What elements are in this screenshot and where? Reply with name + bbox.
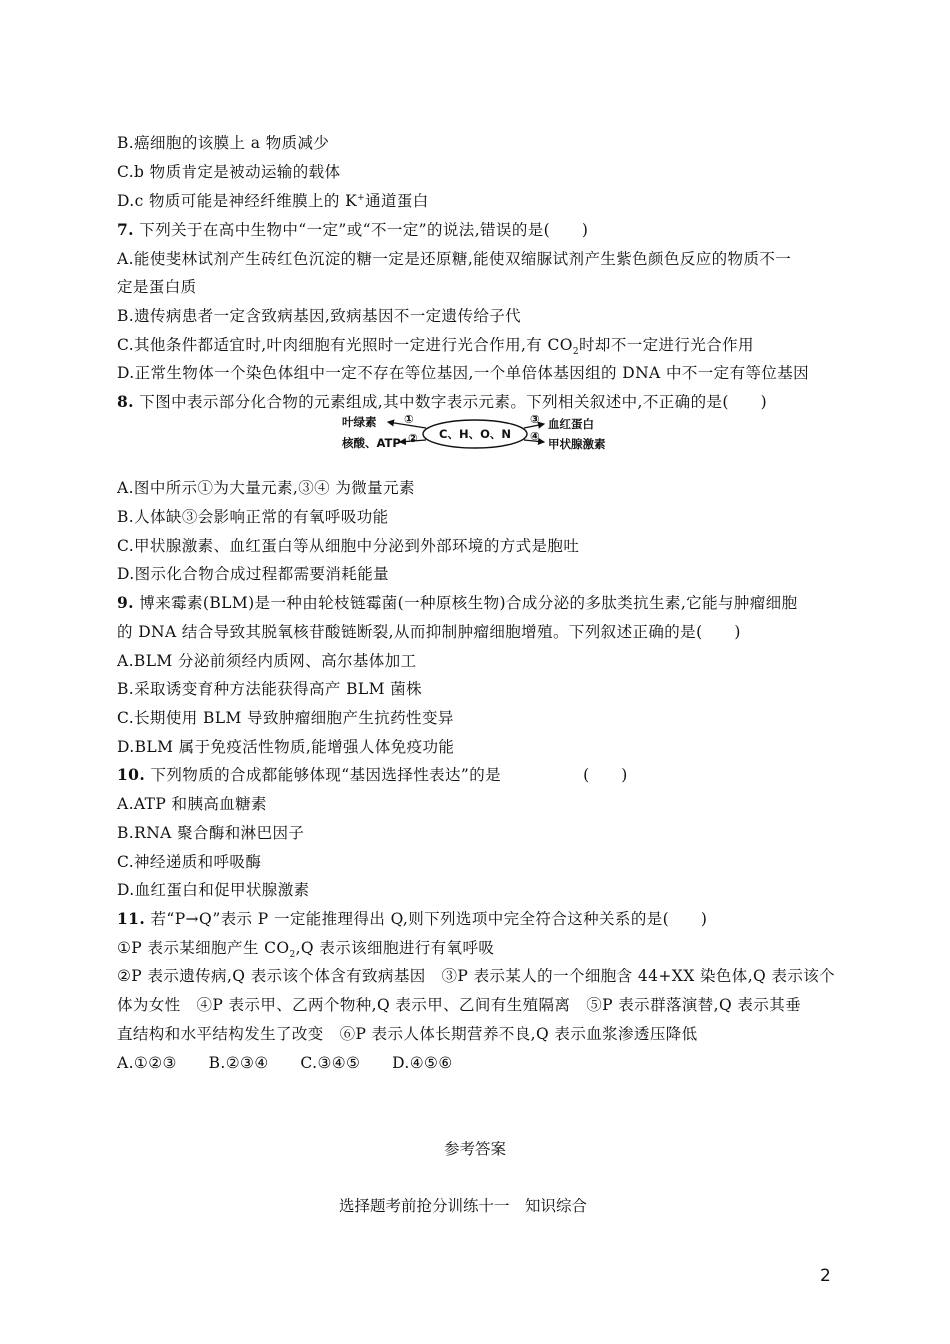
- diagram-marker-1: ①: [404, 412, 414, 426]
- q7-option-d: D.正常生物体一个染色体组中一定不存在等位基因,一个单倍体基因组的 DNA 中不一定有等位基因: [117, 364, 810, 382]
- q11-statement-line2: ②P 表示遗传病,Q 表示该个体含有致病基因 ③P 表示某人的一个细胞含 44+XX 染色体,Q 表示该个: [117, 967, 836, 985]
- q10-answer-blank: ( ): [583, 766, 628, 784]
- q6-option-b: B.癌细胞的该膜上 a 物质减少: [117, 134, 330, 152]
- q8-stem: 8. 下图中表示部分化合物的元素组成,其中数字表示元素。下列相关叙述中,不正确的是( ): [117, 392, 768, 411]
- q10-number: 10.: [117, 765, 146, 784]
- q10-option-d: D.血红蛋白和促甲状腺激素: [117, 881, 310, 899]
- q8-number: 8.: [117, 392, 134, 411]
- q7-number: 7.: [117, 220, 134, 239]
- q10-option-c: C.神经递质和呼吸酶: [117, 853, 262, 871]
- q9-option-d: D.BLM 属于免疫活性物质,能增强人体免疫功能: [117, 738, 455, 756]
- q9-number: 9.: [117, 593, 134, 612]
- q7-option-a-line2: 定是蛋白质: [117, 278, 197, 296]
- answer-subtitle: 选择题考前抢分训练十一 知识综合: [339, 1197, 588, 1215]
- diagram-marker-2: ②: [408, 431, 418, 445]
- diagram-label-chlorophyll: 叶绿素: [342, 415, 377, 429]
- q7-option-a-line1: A.能使斐林试剂产生砖红色沉淀的糖一定是还原糖,能使双缩脲试剂产生紫色颜色反应的物质不一: [117, 250, 792, 268]
- q10-option-a: A.ATP 和胰高血糖素: [117, 795, 267, 813]
- q8-option-c: C.甲状腺激素、血红蛋白等从细胞中分泌到外部环境的方式是胞吐: [117, 537, 580, 555]
- answer-title: 参考答案: [444, 1140, 507, 1158]
- q9-option-a: A.BLM 分泌前须经内质网、高尔基体加工: [117, 652, 417, 670]
- q9-stem-line1: 9. 博来霉素(BLM)是一种由轮枝链霉菌(一种原核生物)合成分泌的多肽类抗生素,它能与肿瘤细胞: [117, 593, 798, 612]
- q10-option-b: B.RNA 聚合酶和淋巴因子: [117, 824, 305, 842]
- q9-stem-line2: 的 DNA 结合导致其脱氧核苷酸链断裂,从而抑制肿瘤细胞增殖。下列叙述正确的是( ): [117, 623, 741, 641]
- q11-statement-1: ①P 表示某细胞产生 $CO_2,Q$ 表示该细胞进行有氧呼吸: [117, 939, 495, 961]
- q8-option-b: B.人体缺③会影响正常的有氧呼吸功能: [117, 508, 389, 526]
- diagram-center-label: C、H、O、N: [439, 427, 511, 441]
- element-composition-diagram: [338, 412, 612, 454]
- q7-option-c: C.其他条件都适宜时,叶肉细胞有光照时一定进行光合作用,有 $CO_2$时却不一定进行光合作用: [117, 336, 754, 358]
- diagram-label-nucleic-acid-atp: 核酸、ATP: [342, 436, 401, 450]
- diagram-label-hemoglobin: 血红蛋白: [548, 417, 594, 431]
- q11-stem: 11. 若“P→Q”表示 P 一定能推理得出 Q,则下列选项中完全符合这种关系的是( ): [117, 909, 708, 928]
- diagram-marker-3: ③: [530, 412, 540, 426]
- q6-option-d: D.c 物质可能是神经纤维膜上的 K+通道蛋白: [117, 192, 429, 210]
- diagram-label-thyroxine: 甲状腺激素: [548, 437, 606, 451]
- q11-number: 11.: [117, 909, 146, 928]
- q11-statement-line4: 直结构和水平结构发生了改变 ⑥P 表示人体长期营养不良,Q 表示血浆渗透压降低: [117, 1025, 698, 1043]
- q9-option-b: B.采取诱变育种方法能获得高产 BLM 菌株: [117, 680, 423, 698]
- q11-statement-line3: 体为女性 ④P 表示甲、乙两个物种,Q 表示甲、乙间有生殖隔离 ⑤P 表示群落演替,Q 表示其垂: [117, 996, 802, 1014]
- q8-option-d: D.图示化合物合成过程都需要消耗能量: [117, 565, 390, 583]
- page-number: 2: [820, 1266, 831, 1286]
- q8-option-a: A.图中所示①为大量元素,③④ 为微量元素: [117, 479, 415, 497]
- q9-option-c: C.长期使用 BLM 导致肿瘤细胞产生抗药性变异: [117, 709, 454, 727]
- q11-options: A.①②③ B.②③④ C.③④⑤ D.④⑤⑥: [117, 1054, 453, 1072]
- q7-option-b: B.遗传病患者一定含致病基因,致病基因不一定遗传给子代: [117, 307, 522, 325]
- q7-stem: 7. 下列关于在高中生物中“一定”或“不一定”的说法,错误的是( ): [117, 220, 589, 239]
- q6-option-c: C.b 物质肯定是被动运输的载体: [117, 163, 341, 181]
- diagram-marker-4: ④: [530, 429, 540, 443]
- q10-stem: 10. 下列物质的合成都能够体现“基因选择性表达”的是 ( ): [117, 765, 628, 784]
